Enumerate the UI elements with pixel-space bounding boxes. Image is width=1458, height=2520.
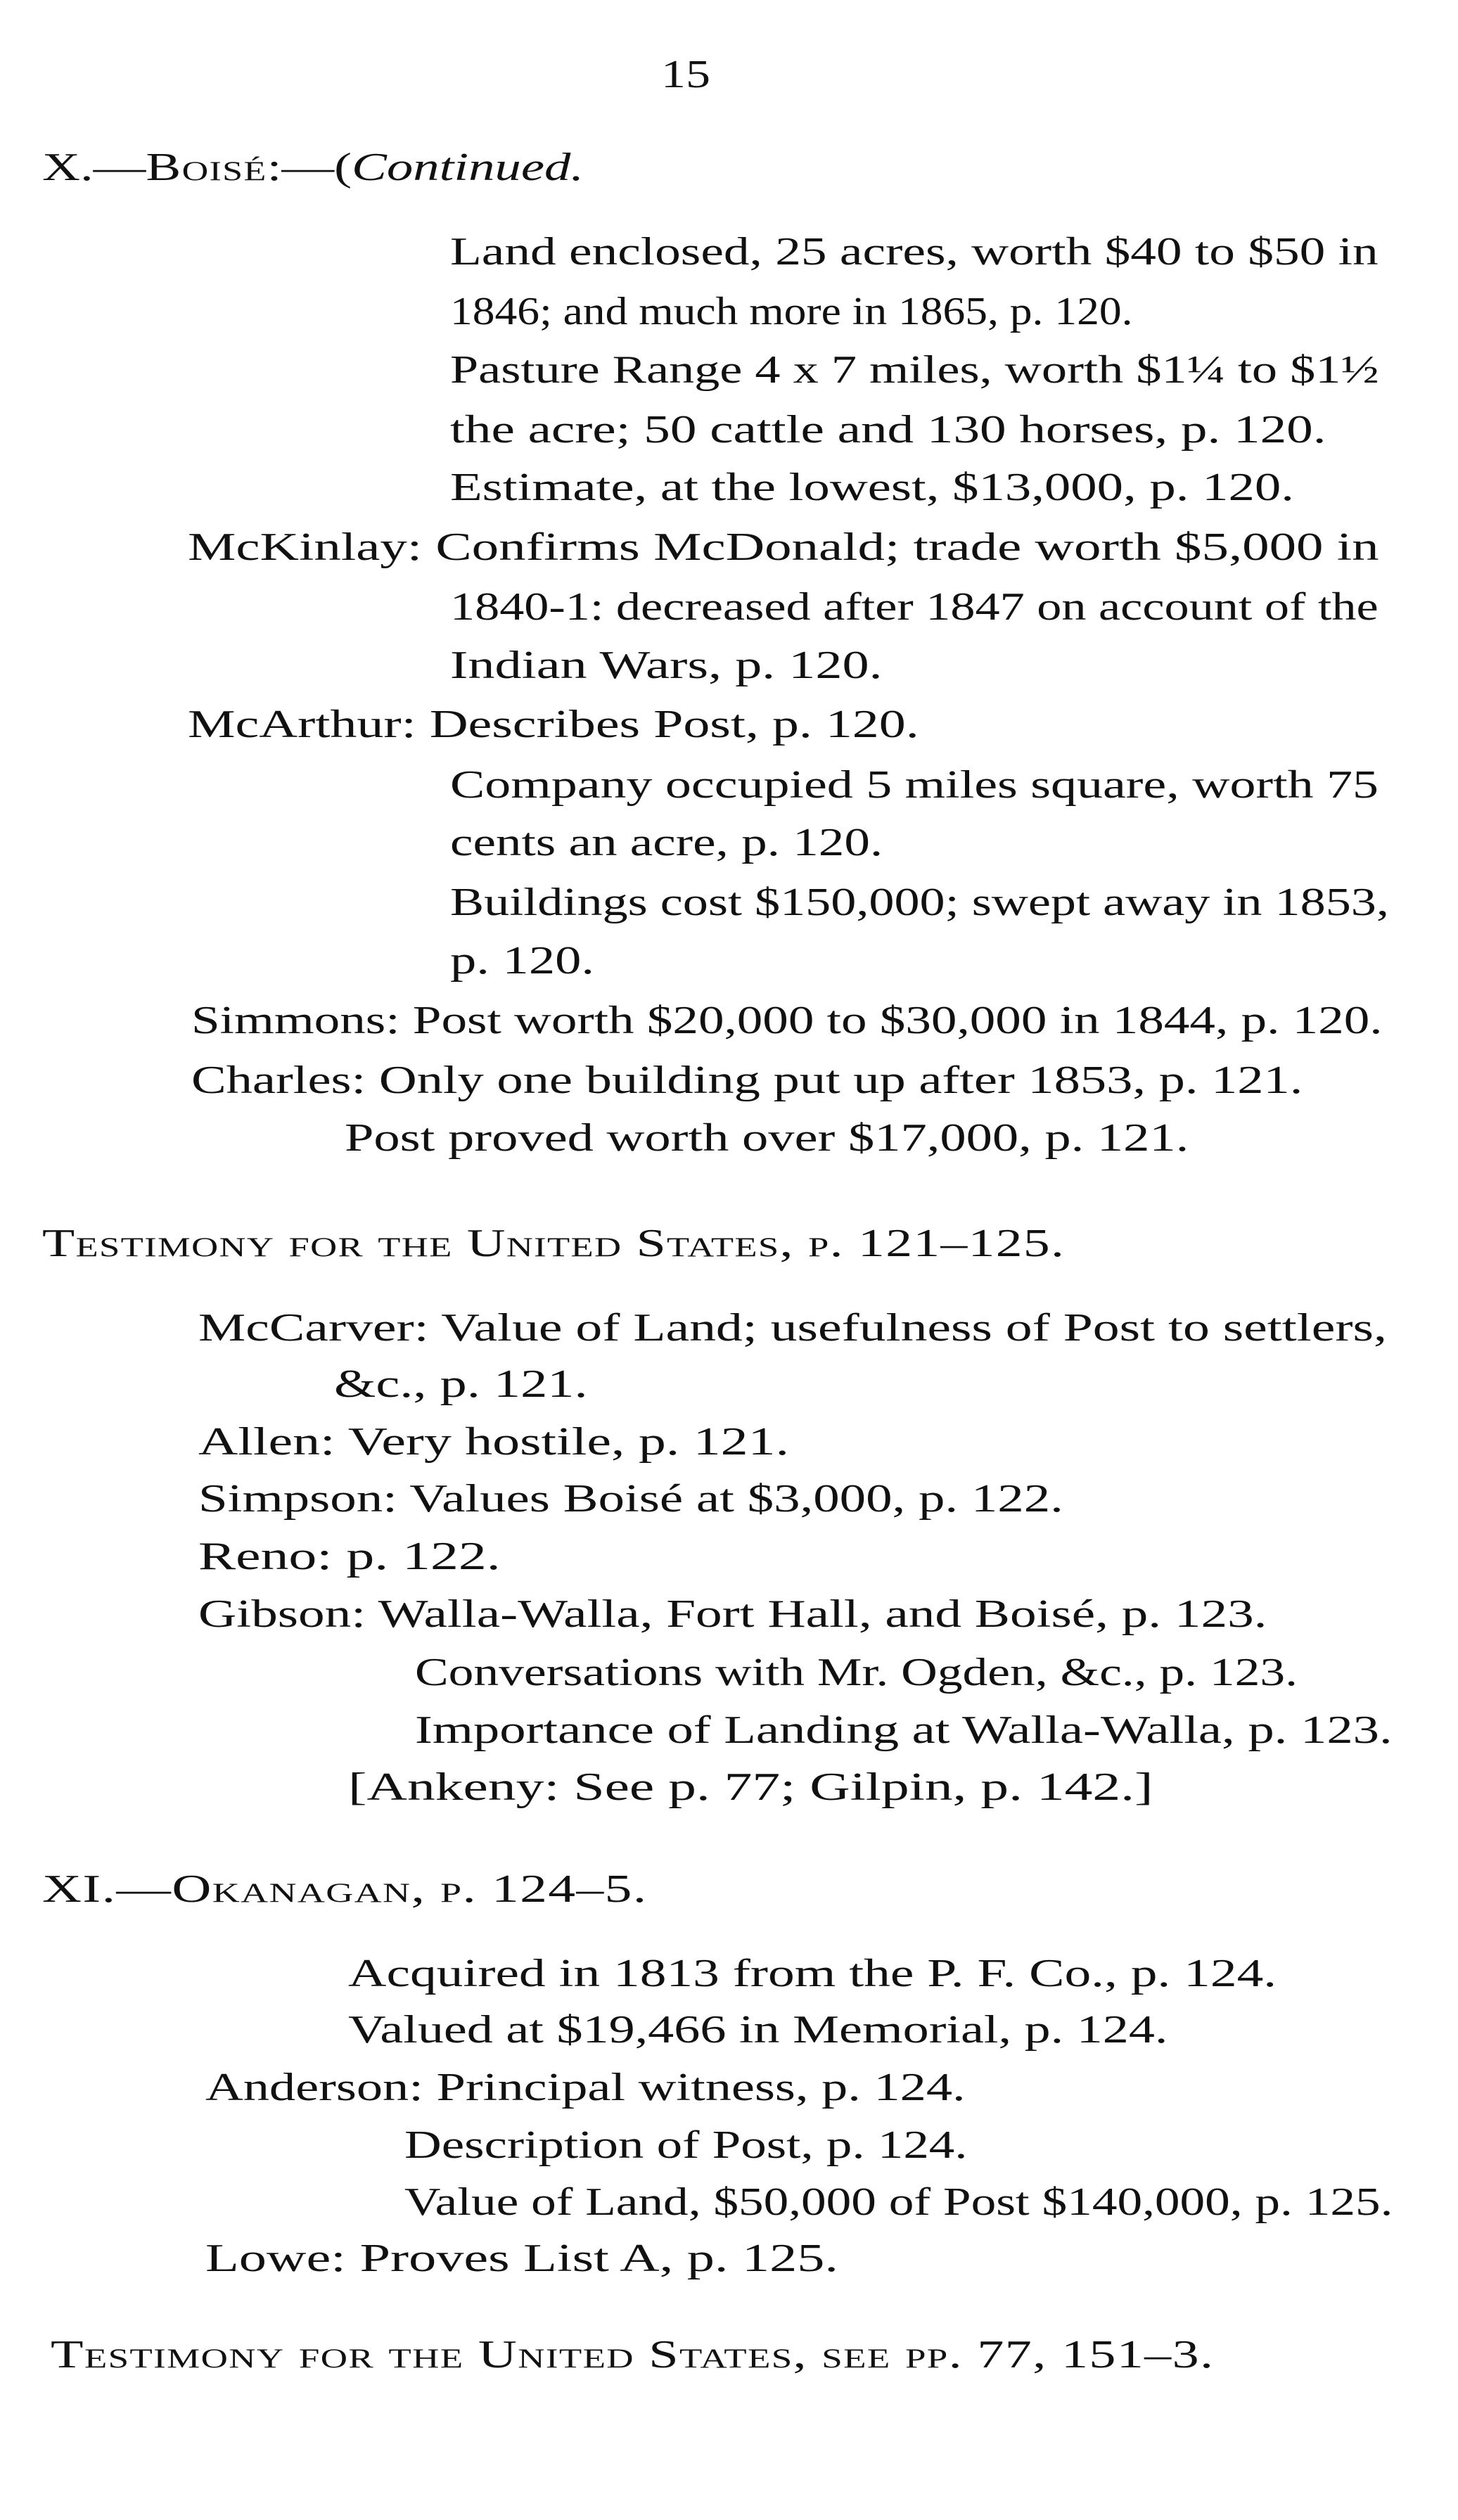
testimony-heading: Testimony for the United States, p. 121–125. [42,1222,1066,1265]
section-number: X.— [42,146,146,189]
entry-line: Pasture Range 4 x 7 miles, worth $1¼ to $1½ [450,348,1379,392]
entry-line: [Ankeny: See p. 77; Gilpin, p. 142.] [348,1765,1153,1809]
entry-line: McCarver: Value of Land; usefulness of Post to settlers, [198,1306,1387,1350]
entry-line: Land enclosed, 25 acres, worth $40 to $50 in [450,230,1379,274]
entry-line: Gibson: Walla-Walla, Fort Hall, and Boisé, p. 123. [198,1592,1267,1636]
entry-line: Indian Wars, p. 120. [450,644,883,687]
entry-line: the acre; 50 cattle and 130 horses, p. 120. [450,408,1326,452]
entry-line: Conversations with Mr. Ogden, &c., p. 123. [415,1651,1298,1694]
entry-line: Anderson: Principal witness, p. 124. [205,2066,966,2109]
entry-line: McArthur: Describes Post, p. 120. [188,703,919,746]
entry-line: Charles: Only one building put up after 1853, p. 121. [191,1058,1303,1102]
entry-line: Acquired in 1813 from the P. F. Co., p. 124. [348,1952,1277,1995]
section-continued-label: Continued. [351,146,584,189]
entry-line: Value of Land, $50,000 of Post $140,000, p. 125. [404,2180,1393,2224]
entry-line: 1840-1: decreased after 1847 on account of the [450,585,1379,629]
section-heading-okanagan: XI.—Okanagan, p. 124–5. [42,1867,648,1911]
entry-line: p. 120. [450,939,595,983]
section-heading [42,148,584,187]
entry-line: Buildings cost $150,000; swept away in 1853, [450,881,1389,924]
entry-line: Estimate, at the lowest, $13,000, p. 120. [450,466,1294,509]
entry-line: Valued at $19,466 in Memorial, p. 124. [348,2008,1168,2052]
entry-line: Lowe: Proves List A, p. 125. [205,2237,838,2280]
entry-line: Company occupied 5 miles square, worth 75 [450,763,1379,807]
section-continued-marker: :—( [267,146,352,189]
entry-line: 1846; and much more in 1865, p. 120. [450,290,1133,333]
entry-line: Reno: p. 122. [198,1535,501,1578]
entry-line: McKinlay: Confirms McDonald; trade worth $5,000 in [188,525,1379,569]
entry-line: &c., p. 121. [334,1362,588,1406]
entry-line: Description of Post, p. 124. [404,2123,968,2167]
testimony-heading-okanagan: Testimony for the United States, see pp. 77, 151–3. [51,2333,1215,2377]
entry-line: Post proved worth over $17,000, p. 121. [345,1116,1189,1160]
entry-line: Simmons: Post worth $20,000 to $30,000 in 1844, p. 120. [191,999,1383,1042]
page-number: 15 [661,53,710,96]
entry-line: cents an acre, p. 120. [450,821,883,864]
entry-line: Importance of Landing at Walla-Walla, p. 123. [415,1708,1393,1752]
section-title: Boisé [146,146,267,189]
entry-line: Simpson: Values Boisé at $3,000, p. 122. [198,1477,1063,1521]
entry-line: Allen: Very hostile, p. 121. [198,1420,790,1464]
